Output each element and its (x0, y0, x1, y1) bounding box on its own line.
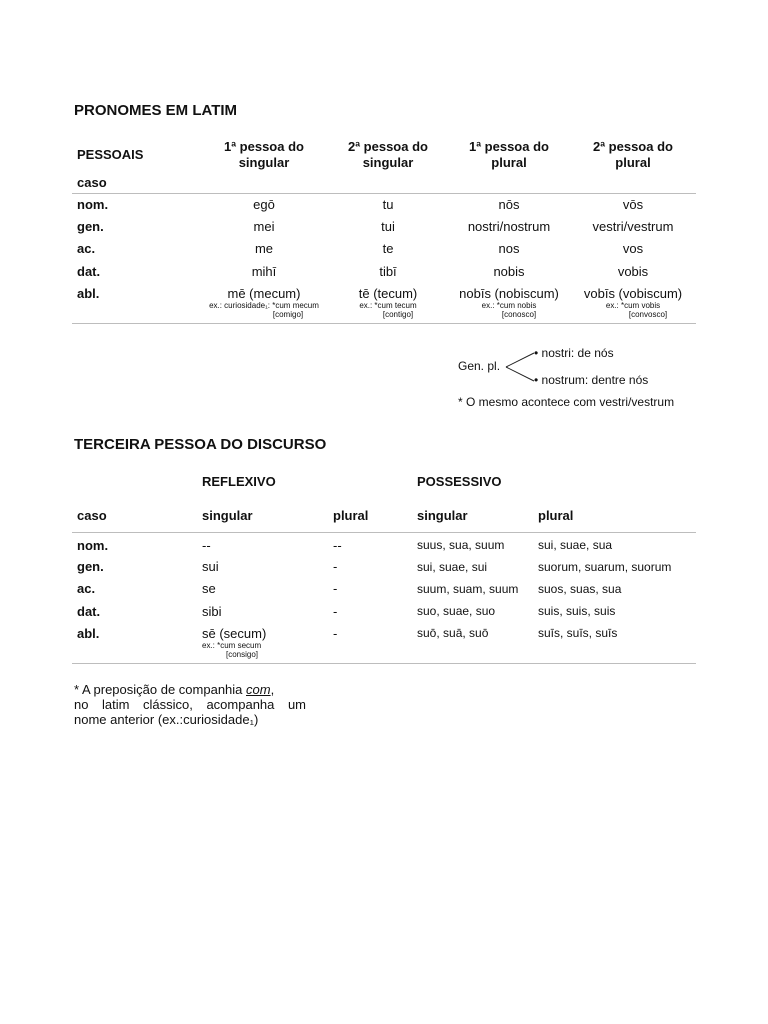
row-label: ac. (77, 241, 96, 256)
abl-note: ex.: *cum tecum [contigo] (359, 301, 417, 319)
table-cell: se (202, 581, 216, 596)
table-cell: - (333, 604, 338, 619)
table-cell: -- (333, 538, 342, 553)
column-header-refl-plural: plural (333, 508, 369, 523)
table-cell: mihī (251, 264, 277, 279)
table-cell: me (254, 241, 274, 256)
table-cell: sui (202, 559, 219, 574)
table-cell: nobis (493, 264, 525, 279)
pessoais-label: PESSOAIS (77, 147, 144, 162)
table-cell: suo, suae, suo (417, 604, 496, 618)
section-title: TERCEIRA PESSOA DO DISCURSO (74, 436, 327, 453)
row-label: abl. (77, 626, 100, 641)
table-rule (72, 663, 696, 664)
table-rule (72, 532, 696, 533)
table-rule (72, 193, 696, 194)
table-cell: suus, sua, suum (417, 538, 505, 552)
row-label: ac. (77, 581, 96, 596)
table-cell: vōs (622, 197, 644, 212)
table-cell: te (382, 241, 394, 256)
table-cell: egō (253, 197, 275, 212)
abl-note: ex.: *cum vobis [convosco] (605, 301, 668, 319)
table-rule (72, 323, 696, 324)
column-header-poss-singular: singular (417, 508, 468, 523)
emphasis-com: com (246, 682, 271, 697)
footnote: * A preposição de companhia com, no latim clássico, acompanha um nome anterior (ex.:curiosidade₁) (74, 682, 306, 727)
table-cell: tu (382, 197, 394, 212)
table-cell: tē (tecum) (358, 286, 418, 301)
table-cell: suīs, suīs, suīs (538, 626, 618, 640)
row-label: gen. (77, 219, 104, 234)
row-label: abl. (77, 286, 100, 301)
table-cell: vestri/vestrum (592, 219, 674, 234)
row-label: dat. (77, 604, 101, 619)
table-cell: suis, suis, suis (538, 604, 616, 618)
table-cell: vobīs (vobiscum) (583, 286, 683, 301)
table-cell: -- (202, 538, 211, 553)
column-header-2p: 2ª pessoa do plural (593, 139, 673, 170)
column-header-1p: 1ª pessoa do plural (469, 139, 549, 170)
genpl-item-nostrum: • nostrum: dentre nós (534, 373, 649, 387)
group-header-reflexivo: REFLEXIVO (202, 474, 276, 489)
table-cell: mei (253, 219, 275, 234)
row-label: nom. (77, 538, 109, 553)
table-cell: - (333, 559, 338, 574)
table-cell: tui (381, 219, 395, 234)
table-cell: mē (mecum) (227, 286, 301, 301)
genpl-label: Gen. pl. (458, 359, 501, 373)
table-cell: - (333, 581, 338, 596)
table-cell: suum, suam, suum (417, 582, 519, 596)
column-header-2s: 2ª pessoa do singular (348, 139, 428, 170)
caso-label: caso (77, 175, 107, 190)
group-header-possessivo: POSSESSIVO (417, 474, 502, 489)
table-cell: nos (498, 241, 520, 256)
table-cell: suos, suas, sua (538, 582, 622, 596)
table-cell: nobīs (nobiscum) (459, 286, 559, 301)
column-header-refl-singular: singular (202, 508, 253, 523)
table-cell: sui, suae, sui (417, 560, 488, 574)
table-cell: suorum, suarum, suorum (538, 560, 672, 574)
table-cell: suō, suā, suō (417, 626, 489, 640)
row-label: gen. (77, 559, 104, 574)
table-cell: nostri/nostrum (467, 219, 551, 234)
table-cell: sui, suae, sua (538, 538, 613, 552)
bracket-lines (504, 350, 538, 384)
column-header-poss-plural: plural (538, 508, 574, 523)
table-cell: tibī (379, 264, 397, 279)
abl-note: ex.: *cum nobis [conosco] (481, 301, 537, 319)
abl-note: ex.: curiosidade₁: *cum mecum [comigo] (209, 301, 319, 319)
table-cell: nōs (498, 197, 520, 212)
table-cell: vos (622, 241, 644, 256)
table-cell: vobis (617, 264, 649, 279)
genpl-note: * O mesmo acontece com vestri/vestrum (458, 395, 675, 409)
column-header-1s: 1ª pessoa do singular (224, 139, 304, 170)
row-label: dat. (77, 264, 101, 279)
genpl-item-nostri: • nostri: de nós (534, 346, 614, 360)
page-title: PRONOMES EM LATIM (74, 102, 238, 119)
row-label: nom. (77, 197, 109, 212)
table-cell: sē (secum) (202, 626, 267, 641)
column-header-caso: caso (77, 508, 107, 523)
table-cell: - (333, 626, 338, 641)
abl-note: ex.: *cum secum [consigo] (202, 641, 262, 659)
table-cell: sibi (202, 604, 222, 619)
